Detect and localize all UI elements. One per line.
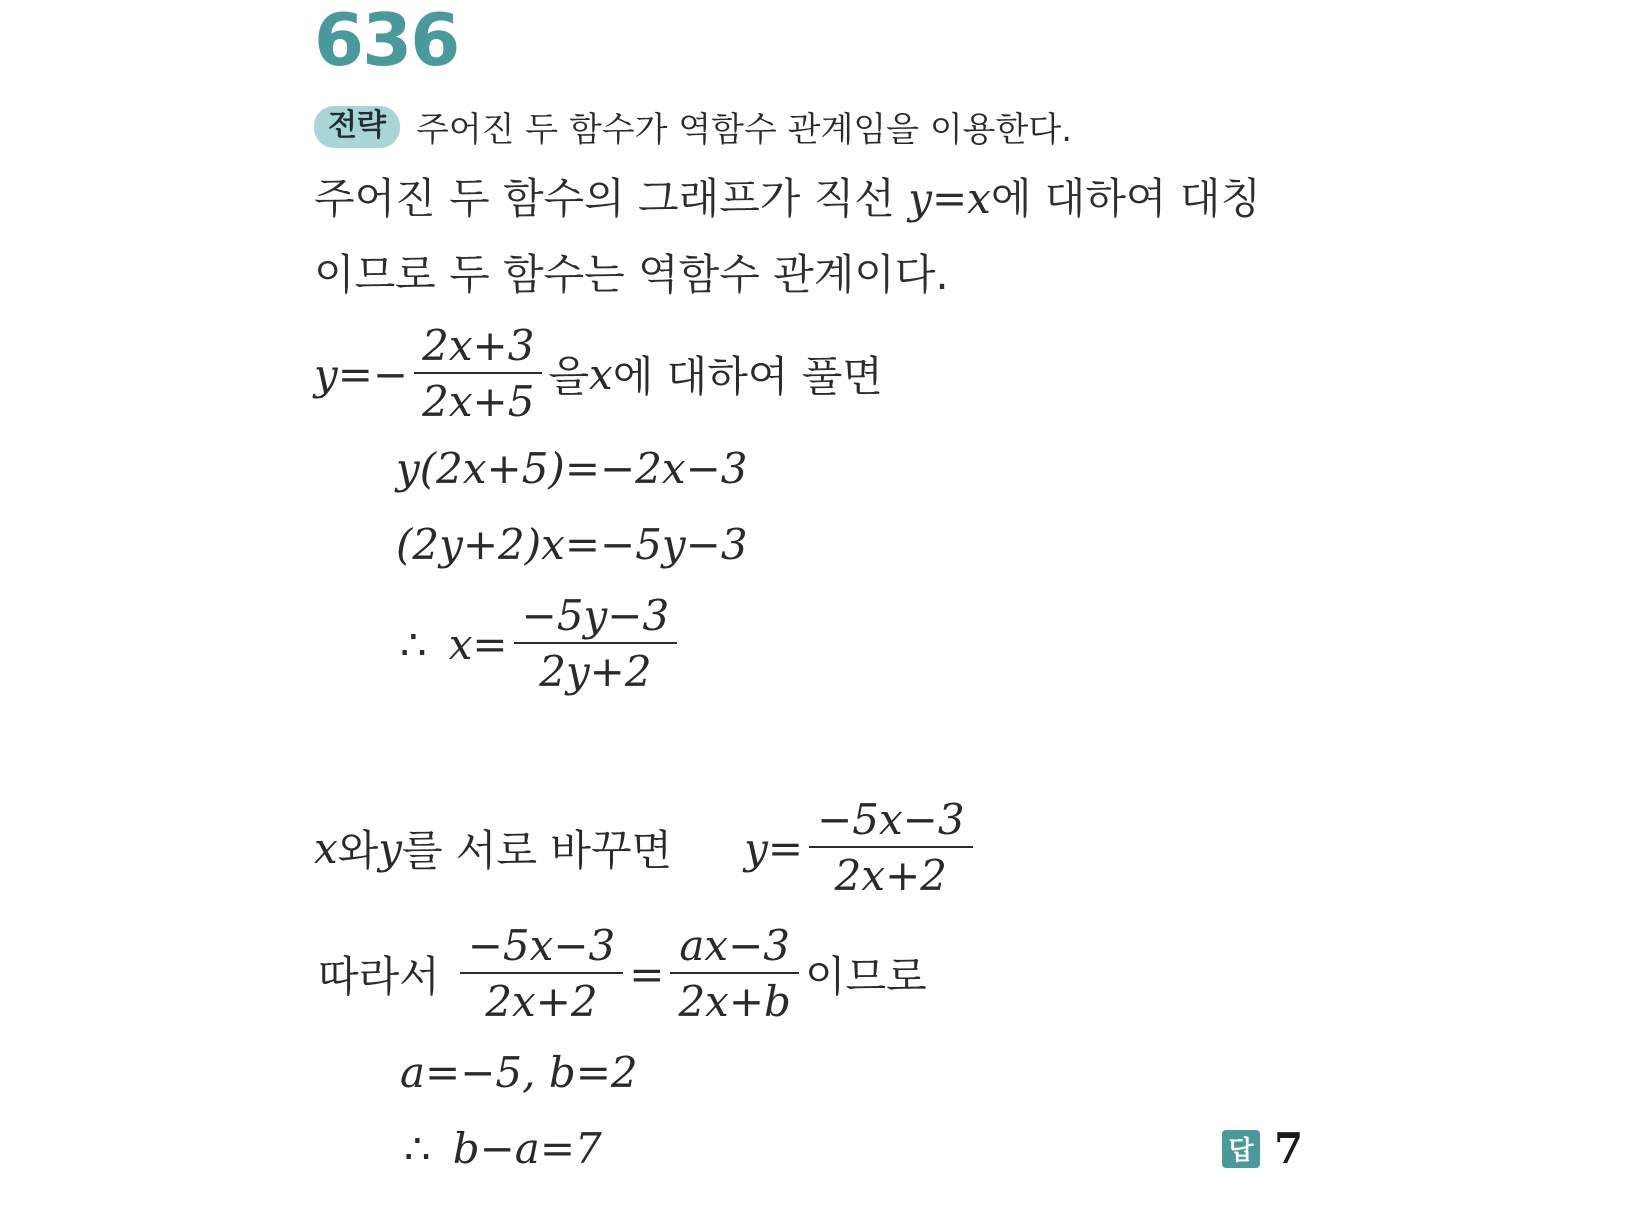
denominator: 2x+2 [485,977,598,1027]
final-expression: b−a=7 [452,1124,602,1173]
problem-number: 636 [314,0,459,82]
step-6 [318,922,927,1027]
step-text: 에 대하여 풀면 [612,352,883,402]
numerator: −5y−3 [521,591,670,640]
numerator: 2x+3 [422,321,535,370]
step-8 [404,1124,602,1173]
step-text: 이므로 [804,952,927,1002]
denominator: 2x+5 [422,377,535,427]
step-2: y(2x+5)=−2x−3 [396,444,748,493]
fraction-bar [514,642,678,644]
answer-badge: 답 [1222,1130,1260,1168]
operator: =− [337,349,409,399]
equation-lhs: y= [744,823,804,873]
strategy-badge: 전략 [314,106,400,148]
fraction [514,592,678,697]
strategy-text: 주어진 두 함수가 역함수 관계임을 이용한다. [415,110,1073,150]
paragraph-text: 에 대하여 대칭 [990,174,1261,223]
equation-lhs: x= [448,619,508,669]
equals-sign: = [931,174,968,223]
denominator: 2x+b [678,977,791,1027]
fraction [414,322,542,427]
paragraph-line-2: 이므로 두 함수는 역함수 관계이다. [314,250,949,299]
numerator: −5x−3 [817,795,965,844]
var-y: y [378,823,402,873]
step-1 [314,322,883,427]
answer-value: 7 [1274,1124,1304,1173]
fraction-bar [809,846,973,848]
answer-box [1222,1124,1303,1173]
paragraph-text: 주어진 두 함수의 그래프가 직선 [314,174,909,223]
step-3: (2y+2)x=−5y−3 [396,520,748,569]
step-text: 를 서로 바꾸면 [402,826,673,876]
strategy-row [314,102,1072,151]
step-text: 와 [337,826,379,876]
fraction-bar [460,972,624,974]
step-5 [314,796,979,901]
fraction [670,922,799,1027]
numerator: −5x−3 [467,921,616,970]
fraction-bar [414,372,542,374]
paragraph-line-1 [314,166,1261,226]
fraction [809,796,973,901]
var-x: x [967,174,991,223]
step-text: 따라서 [318,952,440,1002]
numerator: ax−3 [679,921,790,970]
therefore-symbol: ∴ [400,619,427,669]
equals-sign: = [629,949,665,999]
fraction-bar [670,972,799,974]
step-7: a=−5, b=2 [400,1048,638,1097]
fraction [460,922,624,1027]
var-y: y [314,349,338,399]
var-x: x [589,349,613,399]
therefore-symbol: ∴ [404,1124,431,1173]
var-y: y [908,174,932,223]
step-4 [400,592,683,697]
denominator: 2x+2 [834,851,947,901]
denominator: 2y+2 [539,647,652,697]
var-x: x [314,823,338,873]
step-text: 을 [548,352,590,402]
